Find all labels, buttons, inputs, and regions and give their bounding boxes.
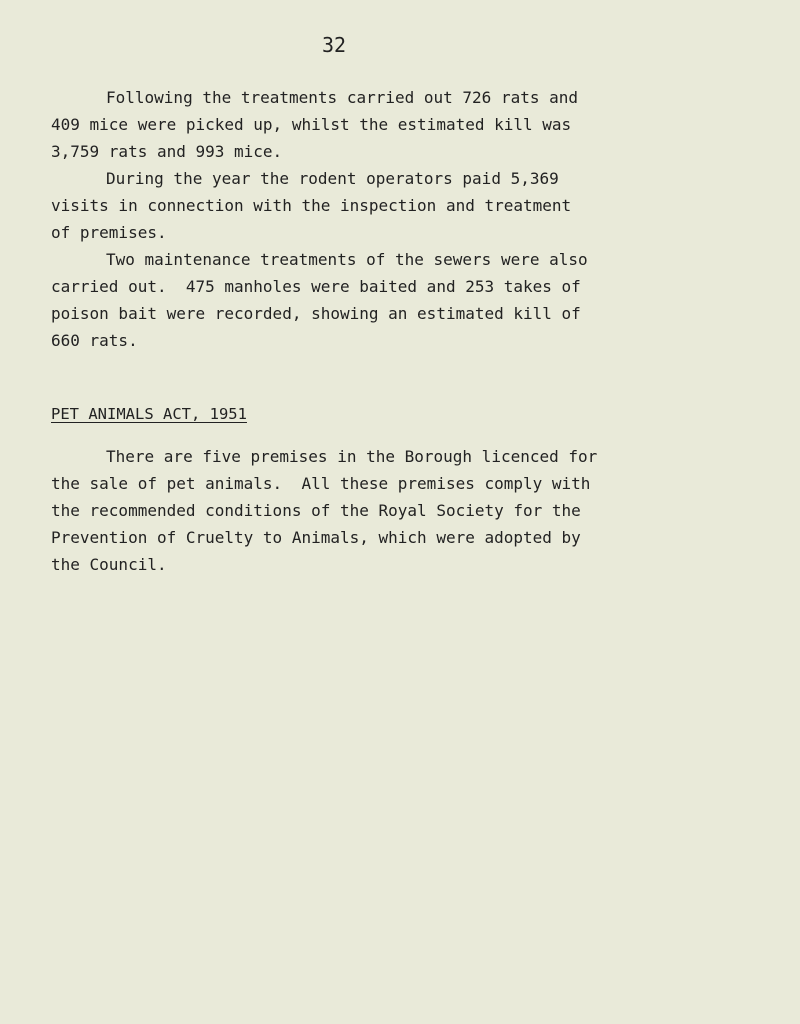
text-line: the sale of pet animals. All these premises comply with bbox=[51, 474, 591, 493]
text-line: Two maintenance treatments of the sewers were also bbox=[106, 250, 588, 269]
text-line: carried out. 475 manholes were baited and 253 takes of bbox=[51, 277, 581, 296]
text-line: 409 mice were picked up, whilst the estimated kill was bbox=[51, 115, 572, 134]
text-line: poison bait were recorded, showing an estimated kill of bbox=[51, 304, 581, 323]
text-line: the Council. bbox=[51, 555, 167, 574]
text-line: visits in connection with the inspection and treatment bbox=[51, 196, 572, 215]
text-line: There are five premises in the Borough licenced for bbox=[106, 447, 598, 466]
text-line: the recommended conditions of the Royal Society for the bbox=[51, 501, 581, 520]
text-line: During the year the rodent operators paid 5,369 bbox=[106, 169, 559, 188]
section-heading-pet-animals-act: PET ANIMALS ACT, 1951 bbox=[51, 405, 247, 423]
page-number: 32 bbox=[322, 33, 347, 57]
text-line: Following the treatments carried out 726 rats and bbox=[106, 88, 579, 107]
text-line: Prevention of Cruelty to Animals, which were adopted by bbox=[51, 528, 581, 547]
text-line: of premises. bbox=[51, 223, 167, 242]
text-line: 3,759 rats and 993 mice. bbox=[51, 142, 283, 161]
text-line: 660 rats. bbox=[51, 331, 138, 350]
